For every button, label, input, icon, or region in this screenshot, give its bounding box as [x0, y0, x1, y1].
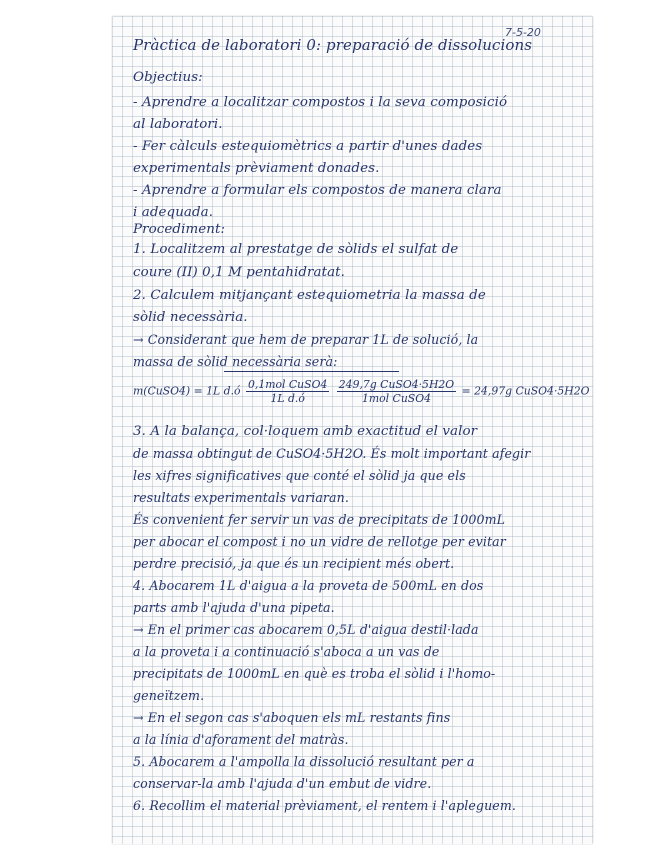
procedure-line: per abocar el compost i no un vidre de rellotge per evitar — [133, 534, 506, 549]
stoichiometry-formula — [133, 378, 589, 405]
procedure-line: → En el primer cas abocarem 0,5L d'aigua destil·lada — [133, 622, 479, 637]
objectives-heading: Objectius: — [133, 70, 203, 85]
procedure-line: a la línia d'aforament del matràs. — [133, 732, 349, 747]
procedure-line: massa de sòlid necessària serà: — [133, 354, 338, 369]
procedure-line: coure (II) 0,1 M pentahidratat. — [133, 265, 346, 280]
procedure-line: geneïtzem. — [133, 688, 205, 703]
procedure-line: les xifres significatives que conté el sòlid ja que els — [133, 468, 466, 483]
procedure-line: de massa obtingut de CuSO4·5H2O. És molt important afegir — [133, 446, 531, 461]
procedure-line: parts amb l'ajuda d'una pipeta. — [133, 600, 335, 615]
objective-line: experimentals prèviament donades. — [133, 161, 380, 176]
procedure-line: És convenient fer servir un vas de precipitats de 1000mL — [133, 512, 506, 527]
procedure-line: a la proveta i a continuació s'aboca a un vas de — [133, 644, 440, 659]
formula-denominator: 1L d.ó — [270, 392, 305, 405]
objective-line: - Fer càlculs estequiomètrics a partir d'unes dades — [133, 139, 483, 154]
objective-line: i adequada. — [133, 205, 214, 220]
formula-numerator: 249,7g CuSO4·5H2O — [338, 378, 455, 391]
procedure-line: perdre precisió, ja que és un recipient més obert. — [133, 556, 455, 571]
procedure-line: 6. Recollim el material prèviament, el rentem i l'apleguem. — [133, 798, 516, 813]
formula-fraction — [337, 378, 456, 405]
objective-line: al laboratori. — [133, 117, 223, 132]
procedure-heading: Procediment: — [133, 222, 226, 237]
procedure-line: 2. Calculem mitjançant estequiometria la massa de — [133, 288, 486, 303]
procedure-line: → Considerant que hem de preparar 1L de solució, la — [133, 332, 479, 347]
procedure-line: conservar-la amb l'ajuda d'un embut de vidre. — [133, 776, 432, 791]
procedure-line: 4. Abocarem 1L d'aigua a la proveta de 500mL en dos — [133, 578, 484, 593]
procedure-line: precipitats de 1000mL en què es troba el sòlid i l'homo- — [133, 666, 496, 681]
procedure-line: sòlid necessària. — [133, 310, 248, 325]
formula-numerator: 0,1mol CuSO4 — [247, 378, 328, 391]
procedure-line: resultats experimentals variaran. — [133, 490, 349, 505]
formula-denominator: 1mol CuSO4 — [361, 392, 431, 405]
date: 7-5-20 — [505, 26, 541, 39]
underline — [224, 371, 399, 372]
procedure-line: 1. Localitzem al prestatge de sòlids el sulfat de — [133, 242, 459, 257]
procedure-line: 3. A la balança, col·loquem amb exactitud el valor — [133, 424, 478, 439]
objective-line: - Aprendre a formular els compostos de manera clara — [133, 183, 502, 198]
formula-lhs: m(CuSO4) = 1L d.ó — [133, 384, 241, 398]
procedure-line: → En el segon cas s'aboquen els mL restants fins — [133, 710, 451, 725]
formula-fraction — [246, 378, 329, 405]
objective-line: - Aprendre a localitzar compostos i la seva composició — [133, 95, 508, 110]
page-title: Pràctica de laboratori 0: preparació de dissolucions — [133, 36, 533, 54]
formula-result: = 24,97g CuSO4·5H2O — [461, 384, 590, 398]
procedure-line: 5. Abocarem a l'ampolla la dissolució resultant per a — [133, 754, 475, 769]
